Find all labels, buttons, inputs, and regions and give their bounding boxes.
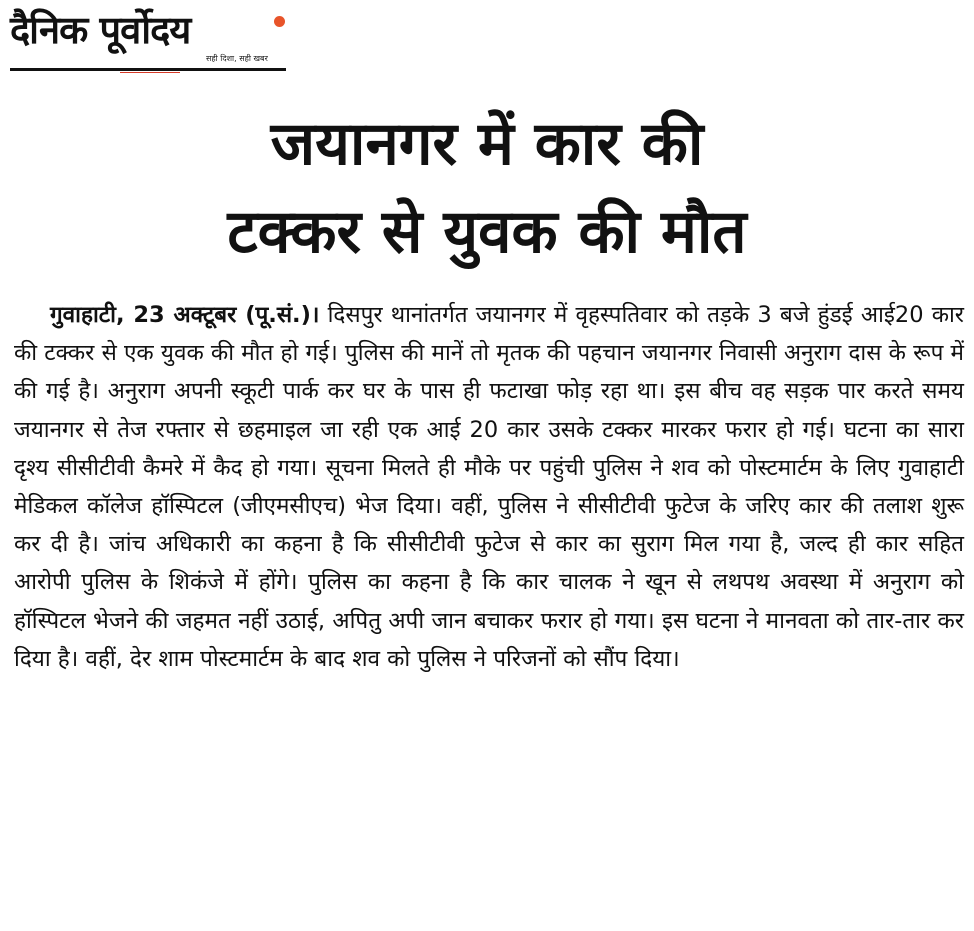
headline: [0, 100, 974, 276]
masthead-divider: [10, 68, 286, 71]
article-text: दिसपुर थानांतर्गत जयानगर में वृहस्पतिवार को तड़के 3 बजे हुंडई आई20 कार की टक्कर से एक युवक की मौत हो गई। पुलिस की मानें तो मृतक की पहचान जयानगर निवासी अनुराग दास के रूप में की गई है। अनुराग अपनी स्कूटी पार्क कर घर के पास ही फटाखा फोड़ रहा था। इस बीच वह सड़क पार करते समय जयानगर से तेज रफ्तार से छहमाइल जा रही एक आई 20 कार उसके टक्कर मारकर फरार हो गई। घटना का सारा दृश्य सीसीटीवी कैमरे में कैद हो गया। सूचना मिलते ही मौके पर पहुंची पुलिस ने शव को पोस्टमार्टम के लिए गुवाहाटी मेडिकल कॉलेज हॉस्पिटल (जीएमसीएच) भेज दिया। वहीं, पुलिस ने सीसीटीवी फुटेज के जरिए कार की तलाश शुरू कर दी है। जांच अधिकारी का कहना है कि सीसीटीवी फुटेज से कार का सुराग मिल गया है, जल्द ही कार सहित आरोपी पुलिस के शिकंजे में होंगे। पुलिस का कहना है कि कार चालक ने खून से लथपथ अवस्था में अनुराग को हॉस्पिटल भेजने की जहमत नहीं उठाई, अपितु अपी जान बचाकर फरार हो गया। इस घटना ने मानवता को तार-तार कर दिया है। वहीं, देर शाम पोस्टमार्टम के बाद शव को पुलिस ने परिजनों को सौंप दिया।: [14, 302, 965, 672]
article-body: [14, 296, 964, 678]
masthead-accent-line: [120, 72, 180, 73]
masthead: [10, 6, 286, 72]
newspaper-logo: दैनिक पूर्वोदय: [10, 8, 191, 52]
newspaper-tagline: सही दिशा, सही खबर: [206, 54, 268, 63]
article-dateline: गुवाहाटी, 23 अक्टूबर (पू.सं.)।: [50, 302, 320, 328]
logo-dot-icon: [274, 16, 285, 27]
headline-line-2: टक्कर से युवक की मौत: [227, 197, 747, 267]
headline-line-1: जयानगर में कार की: [270, 109, 704, 179]
